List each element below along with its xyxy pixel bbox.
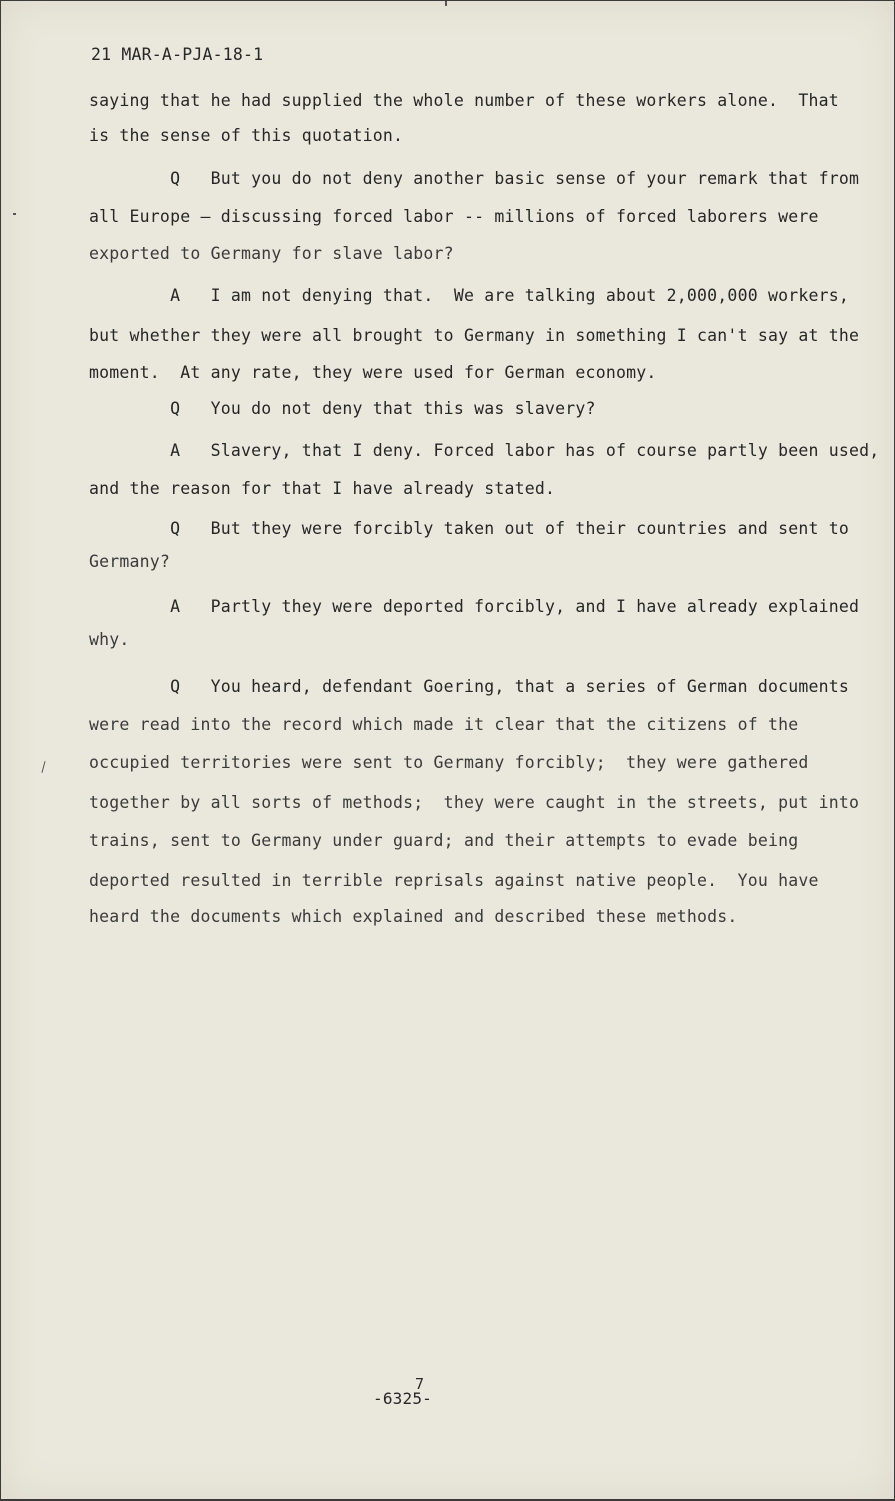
text-line: all Europe — discussing forced labor -- millions of forced laborers were — [89, 207, 819, 226]
text-line: occupied territories were sent to Germany forcibly; they were gathered — [89, 753, 809, 772]
text-line: and the reason for that I have already stated. — [89, 479, 556, 498]
text-line: exported to Germany for slave labor? — [89, 244, 454, 263]
text-line: A Slavery, that I deny. Forced labor has of course partly been used, — [89, 441, 880, 460]
text-line: heard the documents which explained and described these methods. — [89, 907, 738, 926]
text-line: deported resulted in terrible reprisals against native people. You have — [89, 871, 819, 890]
text-line: A Partly they were deported forcibly, and I have already explained — [89, 597, 860, 616]
text-line: Q You do not deny that this was slavery? — [89, 399, 596, 418]
text-line: Germany? — [89, 552, 171, 571]
text-line: moment. At any rate, they were used for German economy. — [89, 363, 657, 382]
text-line: trains, sent to Germany under guard; and their attempts to evade being — [89, 831, 799, 850]
text-line: together by all sorts of methods; they were caught in the streets, put into — [89, 793, 860, 812]
edge-mark — [41, 761, 45, 773]
text-line: but whether they were all brought to Germany in something I can't say at the — [89, 326, 860, 345]
page-number: -6325- — [373, 1389, 432, 1408]
text-line: why. — [89, 630, 130, 649]
text-line: were read into the record which made it clear that the citizens of the — [89, 715, 799, 734]
edge-mark — [13, 213, 16, 215]
text-line: Q But they were forcibly taken out of their countries and sent to — [89, 519, 850, 538]
document-header: 21 MAR-A-PJA-18-1 — [91, 45, 264, 64]
text-line: Q You heard, defendant Goering, that a series of German documents — [89, 677, 850, 696]
text-line: saying that he had supplied the whole number of these workers alone. That — [89, 91, 839, 110]
document-page — [1, 1, 894, 1499]
text-line: Q But you do not deny another basic sense of your remark that from — [89, 169, 860, 188]
page-number-correction: 7 — [415, 1375, 425, 1393]
text-line: is the sense of this quotation. — [89, 126, 404, 145]
edge-mark — [445, 1, 447, 6]
text-line: A I am not denying that. We are talking about 2,000,000 workers, — [89, 286, 850, 305]
